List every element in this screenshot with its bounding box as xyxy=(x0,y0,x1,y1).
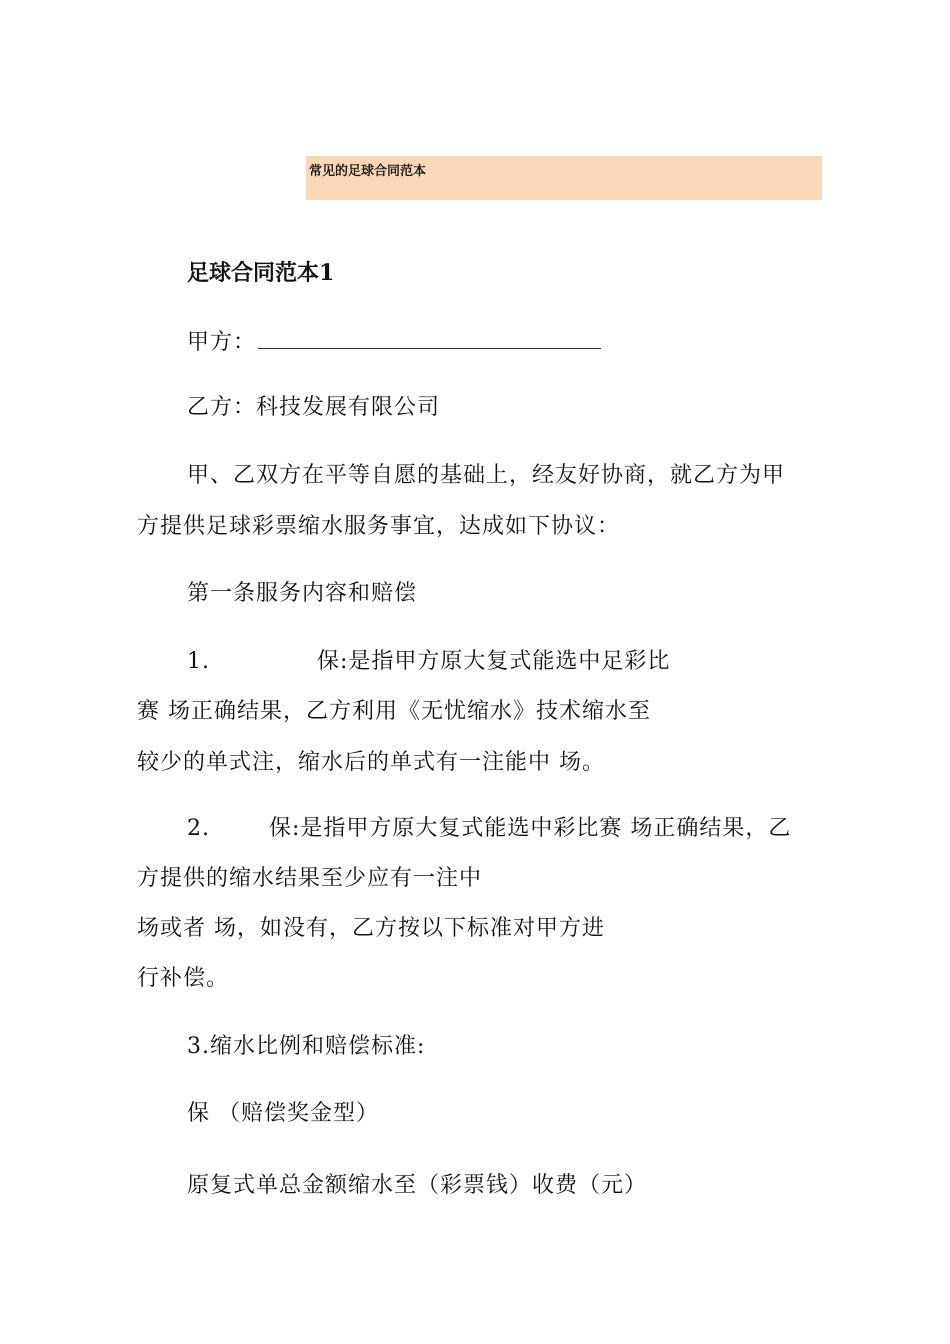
fee-table-header: 原复式单总金额缩水至（彩票钱）收费（元） xyxy=(187,1173,648,1198)
item-1-line-1: 保:是指甲方原大复式能选中足彩比 xyxy=(317,649,671,674)
item-2-line-1: 保:是指甲方原大复式能选中彩比赛 场正确结果，乙 xyxy=(269,816,792,841)
header-band xyxy=(306,156,822,200)
intro-line-1: 甲、乙双方在平等自愿的基础上，经友好协商，就乙方为甲 xyxy=(187,463,786,488)
item-2-line-4: 行补偿。 xyxy=(137,966,230,991)
item-1-line-3: 较少的单式注，缩水后的单式有一注能中 场。 xyxy=(137,750,605,775)
party-a-line xyxy=(187,328,601,357)
contract-title: 足球合同范本1 xyxy=(187,260,335,286)
item-2-number: 2. xyxy=(187,816,210,841)
item-2-line-3: 场或者 场，如没有，乙方按以下标准对甲方进 xyxy=(137,916,605,941)
item-3: 3.缩水比例和赔偿标准: xyxy=(187,1034,426,1059)
item-2-line-2: 方提供的缩水结果至少应有一注中 xyxy=(137,866,483,891)
item-1-line-2: 赛 场正确结果，乙方利用《无忧缩水》技术缩水至 xyxy=(137,699,651,724)
article-1-heading: 第一条服务内容和赔偿 xyxy=(187,581,418,606)
header-title: 常见的足球合同范本 xyxy=(309,164,427,179)
party-b-line: 乙方：科技发展有限公司 xyxy=(187,395,441,420)
item-1-number: 1. xyxy=(187,649,210,674)
guarantee-type: 保 （赔偿奖金型） xyxy=(187,1101,379,1126)
intro-line-2: 方提供足球彩票缩水服务事宜，达成如下协议： xyxy=(137,514,621,539)
party-a-blank-field xyxy=(258,328,601,349)
party-a-label: 甲方： xyxy=(187,330,257,355)
